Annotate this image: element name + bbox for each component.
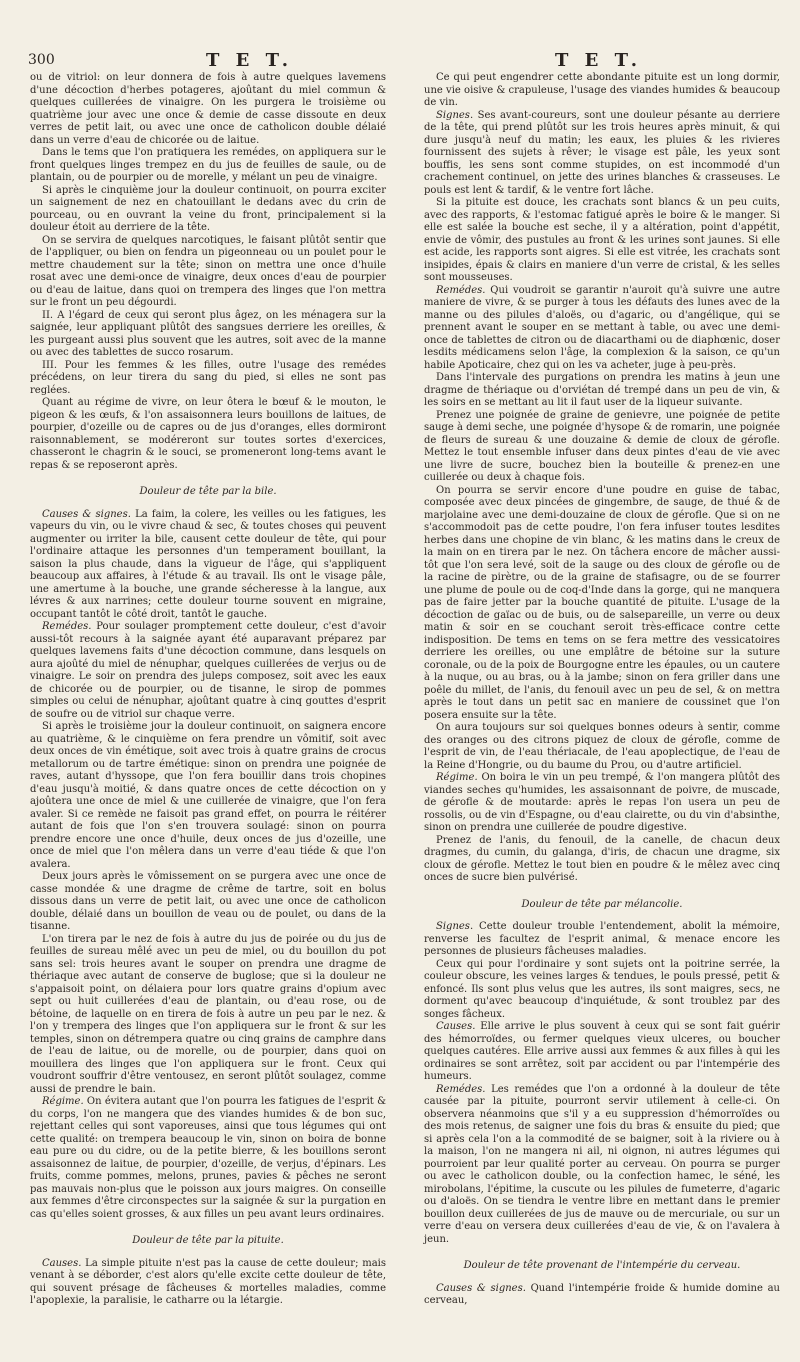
paragraph-text: On évitera autant que l'on pourra les fatigues de l'esprit & du corps, l'on ne mangera que des viandes humides & de bon suc, rejettant celles qui sont vaporeuses, ainsi que tous légumes qui ont cette qualité: on trempera beaucoup le vin, sinon on boira de bonne eau pure ou du cidre, ou de la petite bierre, & les bouillons seront assaisonnez de laitue, de pourpier, d'ozeille, de verjus, d'épinars. Les fruits, comme pommes, melons, prunes, pavies & pêches ne seront pas mauvais non-plus que le poisson aux jours maigres. On conseille aux femmes d'être circonspectes sur la saignée & sur la purgation en cas qu'elles soient grosses, & aux filles un peu avant leurs ordinaires. <box>30 1096 386 1220</box>
paragraph: Ce qui peut engendrer cette abondante pituite est un long dormir, une vie oisive & crapuleuse, l'usage des viandes humides & beaucoup de vin. <box>424 72 780 108</box>
paragraph: On se servira de quelques narcotiques, le faisant plûtôt sentir que de l'appliquer, ou bien on fendra un pigeonneau ou un poulet pour le mettre chaudement sur la tête; sinon on mettra une once d'huile rosat avec une demi-once de vinaigre, deux onces d'eau de pourpier ou d'eau de laitue, dans quoi on trempera des linges que l'on mettra sur le front un peu dégourdi. <box>30 234 386 308</box>
paragraph: Quant au régime de vivre, on leur ôtera le bœuf & le mouton, le pigeon & les œufs, & l'on assaisonnera leurs bouillons de laitues, de pourpier, d'ozeille ou de capres ou de jus d'oranges, elles dormiront raisonnablement, se modéreront sur toutes sortes d'exercices, chasseront le chagrin & le souci, se promeneront long-tems avant le repas & se reposeront après. <box>30 397 386 471</box>
left-column <box>30 72 386 1308</box>
right-column <box>424 72 780 1308</box>
sidehead: Remédes. <box>436 284 486 296</box>
section-heading-bile: Douleur de tête par la bile. <box>139 486 277 497</box>
paragraph <box>424 110 780 198</box>
paragraph <box>424 1084 780 1247</box>
sidehead: Régime. <box>436 772 478 783</box>
paragraph: III. Pour les femmes & les filles, outre l'usage des remédes précédens, on leur tirera du sang du pied, si elles ne sont pas reglées. <box>30 359 386 396</box>
paragraph-text: La faim, la colere, les veilles ou les fatigues, les vapeurs du vin, ou le vivre chaud & sec, & toutes choses qui peuvent augmenter ou irriter la bile, causent cette douleur de tête, qui pour l'ordinaire attaque les personnes d'un temperament bouillant, la saison la plus chaude, dans la vigueur de l'âge, qui s'appliquent beaucoup aux affaires, à l'étude & au travail. Ils ont le visage pâle, une amertume à la bouche, une grande sécheresse à la langue, aux lévres & aux narrines; cette douleur tourne souvent en migraine, occupant tantôt le côté droit, tantôt le gauche. <box>30 508 386 620</box>
paragraph: Dans le tems que l'on pratiquera les remédes, on appliquera sur le front quelques linges trempez en du jus de feuilles de saule, ou de plantain, ou de pourpier ou de morelle, y mélant un peu de vinaigre. <box>30 147 386 183</box>
paragraph: On aura toujours sur soi quelques bonnes odeurs à sentir, comme des oranges ou des citrons piquez de cloux de gérofle, comme de l'esprit de vin, de l'eau thériacale, de l'eau apoplectique, de l'eau de la Reine d'Hongrie, ou du baume du Prou, ou d'autre artificiel. <box>424 722 780 771</box>
paragraph <box>424 285 780 373</box>
paragraph-text: Quand l'intempérie froide & humide domine au cerveau, <box>424 1282 780 1306</box>
paragraph: On pourra se servir encore d'une poudre en guise de tabac, composée avec deux pincées de gingembre, de sauge, de thué & de marjolaine avec une demi-douzaine de cloux de gérofle. Que si on ne s'accommodoit pas de cette poudre, l'on fera infuser toutes lesdites herbes dans une chopine de vin blanc, & les matins dans le creux de la main on en tirera par le nez. On tâchera encore de mâcher aussi-tôt que l'on sera levé, soit de la sauge ou des cloux de gérofle ou de la racine de pirètre, ou de la graine de stafisagre, ou de se fourrer une plume de poule ou de coq-d'Inde dans la gorge, qui ne manquera pas de faire jetter par la bouche quantité de pituite. L'usage de la décoction de gaïac ou de buis, ou de salsepareille, un verre ou deux matin & soir en se couchant seroit très-efficace contre cette indisposition. De tems en tems on se fera mettre des vessicatoires derriere les oreilles, ou une emplâtre de bétoine sur la suture coronale, ou de la poix de Bourgogne entre les épaules, ou un cautere à la nuque, ou au bras, ou à la jambe; sinon on fera griller dans une poêle du millet, de l'anis, du fenouil avec un peu de sel, & on mettra après le tout dans un petit sac en maniere de coussinet que l'on posera ensuite sur la tête. <box>424 484 781 721</box>
paragraph-text: La simple pituite n'est pas la cause de cette douleur; mais venant à se déborder, c'est alors qu'elle excite cette douleur de tête, qui souvent présage de fâcheuses & mortelles maladies, comme l'apoplexie, la paralisie, le catharre ou la létargie. <box>30 1257 386 1306</box>
paragraph: Dans l'intervale des purgations on prendra les matins à jeun une dragme de thériaque ou d'orviétan dé trempé dans un peu de vin, & les soirs en se mettant au lit il faut user de la liqueur suivante. <box>424 372 780 408</box>
running-head-right: T E T. <box>555 50 642 71</box>
paragraph: Deux jours après le vômissement on se purgera avec une once de casse mondée & une dragme de crême de tartre, soit en bolus dissous dans un verre de petit lait, ou avec une once de catholicon double, délaié dans un bouillon de veau ou de poulet, ou dans de la tisanne. <box>30 871 386 932</box>
sidehead: Causes. <box>436 1021 476 1032</box>
paragraph: Prenez de l'anis, du fenouil, de la canelle, de chacun deux dragmes, du cumin, du galanga, d'iris, de chacun une dragme, six cloux de gérofle. Mettez le tout bien en poudre & le mêlez avec cinq onces de sucre bien pulvérisé. <box>424 834 780 883</box>
sidehead: Remédes. <box>42 621 92 632</box>
paragraph: ou de vitriol: on leur donnera de fois à autre quelques lavemens d'une décoction d'herbes potageres, ajoûtant du miel commun & quelques cuillerées de vinaigre. On les purgera le troisième ou quatrième jour avec une once & demie de casse dissoute en deux verres de petit lait, ou avec une once de catholicon double délaié dans un verre d'eau de chicorée ou de laitue. <box>30 72 386 146</box>
paragraph <box>424 1021 780 1084</box>
paragraph <box>424 772 780 835</box>
paragraph <box>424 1283 780 1308</box>
sidehead: Causes. <box>42 1257 82 1269</box>
paragraph-text: Pour soulager promptement cette douleur, c'est d'avoir aussi-tôt recours à la saignée ayant été auparavant préparez par quelques lavemens faits d'une décoction commune, dans lesquels on aura ajoûté du miel de nénuphar, quelques cuillerées de verjus ou de vinaigre. Le soir on prendra des juleps composez, soit avec les eaux de chicorée ou de pourpier, ou de tisanne, le sirop de pommes simples ou celui de nénuphar, ajoûtant quatre à cinq gouttes d'esprit de soufre ou de vitriol sur chaque verre. <box>30 621 386 720</box>
paragraph: Si après le troisième jour la douleur continuoit, on saignera encore au quatrième, & le cinquième on fera prendre un vômitif, soit avec deux onces de vin émétique, soit avec trois à quatre grains de crocus metallorum ou de tartre émétique: sinon on prendra une poignée de raves, autant d'hyssope, que l'on fera bouillir dans trois chopines d'eau jusqu'à moitié, & dans quatre onces de cette décoction on y ajoûtera une once de miel & une cuillerée de vinaigre, que l'on fera avaler. Si ce remède ne faisoit pas grand effet, on pourra le réitérer autant de fois que l'on s'en trouvera soulagé: sinon on pourra prendre encore une once d'huile, deux onces de jus d'ozeille, une once de miel que l'on mêlera dans un verre d'eau tiéde & que l'on avalera. <box>30 721 386 870</box>
paragraph <box>30 1096 386 1221</box>
section-heading-melancolie: Douleur de tête par mélancolie. <box>521 898 683 910</box>
paragraph: L'on tirera par le nez de fois à autre du jus de poirée ou du jus de feuilles de sureau mêlé avec un peu de miel, ou du bouillon du pot sans sel: trois heures avant le souper on prendra une dragme de thériaque avec autant de conserve de buglose; que si la douleur ne s'appaisoit point, on délaiera pour lors quatre grains d'opium avec sept ou huit cuillerées d'eau de plantain, ou d'eau rose, ou de bétoine, de laquelle on en tirera de fois à autre un peu par le nez. & l'on y trempera des linges que l'on appliquera sur le front & sur les temples, sinon on détrempera quatre ou cinq grains de camphre dans de l'eau de laitue, ou de morelle, ou de pourpier, dans quoi on mouillera des linges que l'on appliquera sur le front. Ceux qui voudront souffrir d'être ventousez, en seront plûtôt soulagez, comme aussi de prendre le bain. <box>30 933 386 1095</box>
paragraph-text: On boira le vin un peu trempé, & l'on mangera plûtôt des viandes seches qu'humides, les assaisonnant de poivre, de muscade, de gérofle & de moutarde: après le repas l'on usera un peu de rossolis, ou de vin d'Espagne, ou d'eau clairette, ou du vin d'absinthe, sinon on prendra une cuillerée de poudre digestive. <box>424 772 780 833</box>
paragraph-text: Elle arrive le plus souvent à ceux qui se sont fait guérir des hémorroïdes, ou fermer quelques vieux ulceres, ou boucher quelques cautéres. Elle arrive aussi aux femmes & aux filles à qui les ordinaires se sont arrêtez, soit par accident ou par l'intempérie des humeurs. <box>424 1021 780 1082</box>
page-number: 300 <box>28 52 55 68</box>
section-heading-pituite: Douleur de tête par la pituite. <box>132 1235 284 1246</box>
paragraph <box>30 1258 386 1308</box>
sidehead: Signes. <box>436 109 474 121</box>
running-head-left: T E T. <box>206 50 293 71</box>
paragraph: Prenez une poignée de graine de genievre, une poignée de petite sauge à demi seche, une poignée d'hysope & de romarin, une poignée de fleurs de sureau & une douzaine & demie de cloux de gérofle. Mettez le tout ensemble infuser dans deux pintes d'eau de vie avec une livre de sucre, bouchez bien la bouteille & prenez-en une cuillerée ou deux à chaque fois. <box>424 409 780 483</box>
paragraph-text: Ses avant-coureurs, sont une douleur pésante au derriere de la tête, qui prend plûtôt sur les trois heures après minuit, & qui dure jusqu'à neuf du matin; les eaux, les pluies & les rivieres fournissent des sujets à rêver; le visage est pâle, les yeux sont bouffis, les sens sont comme stupides, on est incommodé d'un crachement continuel, on jette des urines blanches & crasseuses. Le pouls est lent & tardif, & le ventre fort lâche. <box>424 109 780 196</box>
paragraph-text: Les remédes que l'on a ordonné à la douleur de tête causée par la pituite, pourront servir utilement à celle-ci. On observera néanmoins que s'il y a eu suppression d'hémorroïdes ou des mois retenus, de saigner une fois du bras & ensuite du pied; que si après cela l'on a la commodité de se baigner, soit à la riviere ou à la maison, l'on ne mangera ni ail, ni oignon, ni autres légumes qui pourroient par leur qualité porter au cerveau. On pourra se purger ou avec le catholicon double, ou la confection hamec, le séné, les mirobolans, l'épitime, la cuscute ou les pilules de fumeterre, d'agaric ou d'aloës. On se tiendra le ventre libre en mettant dans le premier bouillon deux cuillerées de jus de mauve ou de mercuriale, ou sur un verre d'eau on versera deux cuillerées d'eau de vie, & on l'avalera à jeun. <box>424 1083 780 1245</box>
sidehead: Remédes. <box>436 1083 486 1095</box>
sidehead: Causes & signes. <box>436 1282 526 1294</box>
paragraph <box>424 921 780 959</box>
sidehead: Causes & signes. <box>42 508 131 520</box>
paragraph-text: Qui voudroit se garantir n'auroit qu'à suivre une autre maniere de vivre, & se purger à tous les défauts des lunes avec de la manne ou des pilules d'aloës, ou d'agaric, ou d'angélique, qui se prennent avant le souper en se mettant à table, ou avec une demi-once de tablettes de citron ou de diacarthami ou de diaphœnic, doser lesdits médicamens selon l'âge, la complexion & la saison, ce qu'un habile Apoticaire, chez qui on les va acheter, juge à peu-près. <box>424 284 780 371</box>
paragraph-text: Cette douleur trouble l'entendement, abolit la mémoire, renverse les facultez de l'esprit animal, & menace encore les personnes de plusieurs fâcheuses maladies. <box>424 921 780 957</box>
paragraph <box>30 621 386 721</box>
paragraph: Ceux qui pour l'ordinaire y sont sujets ont la poitrine serrée, la couleur obscure, les veines larges & tendues, le pouls pressé, petit & enfoncé. Ils sont plus velus que les autres, ils sont maigres, secs, ne dorment qu'avec beaucoup d'inquiétude, & sont troublez par des songes fâcheux. <box>424 958 780 1020</box>
section-heading-intemperie: Douleur de tête provenant de l'intempérie du cerveau. <box>463 1260 741 1271</box>
sidehead: Signes. <box>436 921 474 932</box>
paragraph: Si après le cinquième jour la douleur continuoit, on pourra exciter un saignement de nez en chatouillant le dedans avec du crin de pourceau, ou en ouvrant la veine du front, principalement si la douleur étoit au derriere de la tête. <box>30 184 386 233</box>
paragraph: Si la pituite est douce, les crachats sont blancs & un peu cuits, avec des rapports, & l'estomac fatigué après le boire & le manger. Si elle est salée la bouche est seche, il y a altération, point d'appétit, envie de vômir, des pustules au front & les urines sont jaunes. Si elle est acide, les rapports sont aigres. Si elle est vitrée, les crachats sont insipides, épais & clairs en maniere d'un verre de cristal, & les selles sont mousseuses. <box>424 197 780 283</box>
paragraph <box>30 509 386 622</box>
sidehead: Régime. <box>42 1096 84 1107</box>
paragraph: II. A l'égard de ceux qui seront plus âgez, on les ménagera sur la saignée, leur appliquant plûtôt des sangsues derriere les oreilles, & les purgeant aussi plus souvent que les autres, soit avec de la manne ou avec des tablettes de succo rosarum. <box>30 309 386 358</box>
